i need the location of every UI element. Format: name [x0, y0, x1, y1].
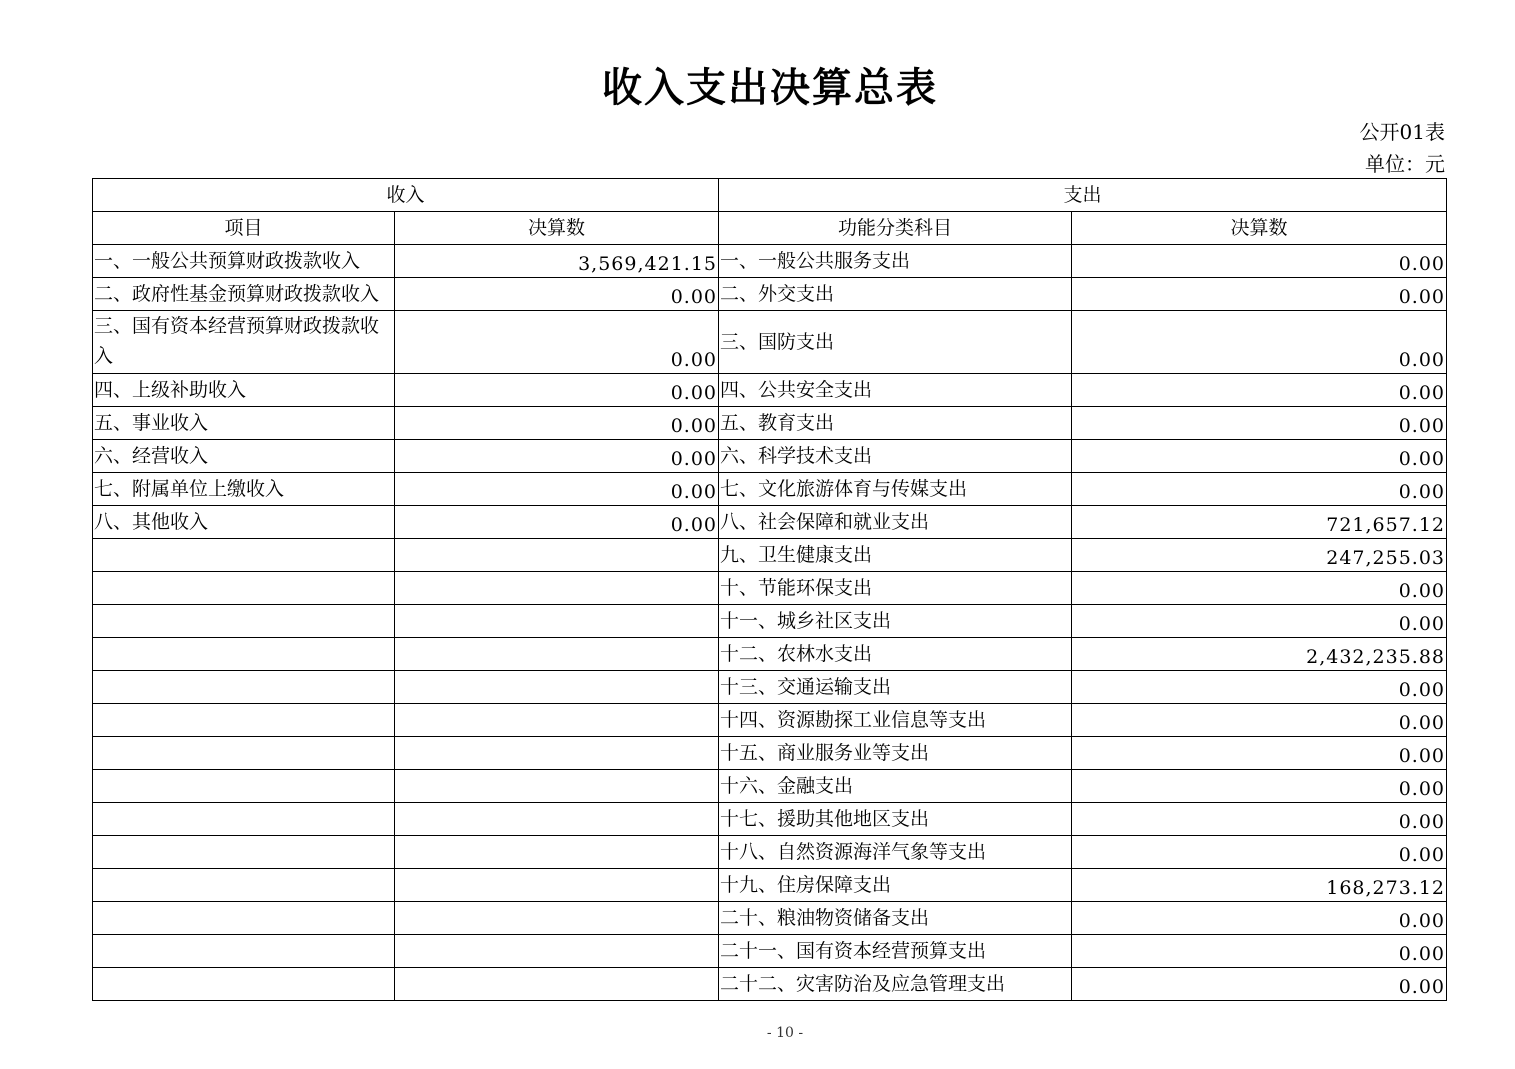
income-amount-cell: [395, 836, 719, 869]
expense-amount-cell: 0.00: [1072, 374, 1447, 407]
income-item-cell: 二、政府性基金预算财政拨款收入: [93, 278, 395, 311]
income-item-cell: [93, 539, 395, 572]
income-item-cell: [93, 671, 395, 704]
income-amount-cell: [395, 902, 719, 935]
expense-amount-cell: 0.00: [1072, 704, 1447, 737]
expense-header: 支出: [719, 179, 1447, 212]
expense-item-cell: 二十一、国有资本经营预算支出: [719, 935, 1072, 968]
income-amount-cell: [395, 770, 719, 803]
income-amount-cell: 0.00: [395, 440, 719, 473]
header-row-group: [93, 179, 1447, 212]
table-row: [93, 473, 1447, 506]
expense-amount-cell: 2,432,235.88: [1072, 638, 1447, 671]
table-row: [93, 374, 1447, 407]
table-row: [93, 671, 1447, 704]
expense-item-cell: 十、节能环保支出: [719, 572, 1072, 605]
expense-amount-cell: 0.00: [1072, 935, 1447, 968]
income-item-cell: [93, 737, 395, 770]
expense-amount-cell: 168,273.12: [1072, 869, 1447, 902]
income-amount-cell: 0.00: [395, 473, 719, 506]
income-item-cell: [93, 605, 395, 638]
income-item-cell: [93, 968, 395, 1001]
income-amount-cell: [395, 572, 719, 605]
expense-amount-cell: 0.00: [1072, 836, 1447, 869]
expense-amount-cell: 0.00: [1072, 902, 1447, 935]
expense-item-cell: 十八、自然资源海洋气象等支出: [719, 836, 1072, 869]
expense-amount-cell: 0.00: [1072, 440, 1447, 473]
income-item-cell: [93, 572, 395, 605]
income-amount-cell: [395, 605, 719, 638]
table-row: [93, 245, 1447, 278]
income-amount-cell: [395, 935, 719, 968]
table-row: [93, 572, 1447, 605]
expense-amount-cell: 0.00: [1072, 770, 1447, 803]
income-item-cell: 六、经营收入: [93, 440, 395, 473]
income-amount-cell: [395, 539, 719, 572]
expense-item-cell: 八、社会保障和就业支出: [719, 506, 1072, 539]
amount2-column-header: 决算数: [1072, 212, 1447, 245]
table-row: [93, 704, 1447, 737]
expense-item-cell: 九、卫生健康支出: [719, 539, 1072, 572]
table-row: [93, 803, 1447, 836]
table-row: [93, 902, 1447, 935]
expense-amount-cell: 0.00: [1072, 572, 1447, 605]
expense-item-cell: 十二、农林水支出: [719, 638, 1072, 671]
table-row: [93, 539, 1447, 572]
table-row: [93, 605, 1447, 638]
page-number: - 10 -: [766, 1025, 804, 1041]
income-amount-cell: 0.00: [395, 407, 719, 440]
income-amount-cell: [395, 737, 719, 770]
income-item-cell: 三、国有资本经营预算财政拨款收入: [93, 311, 395, 374]
table-row: [93, 638, 1447, 671]
income-amount-cell: 0.00: [395, 374, 719, 407]
expense-item-cell: 十七、援助其他地区支出: [719, 803, 1072, 836]
income-amount-cell: [395, 968, 719, 1001]
expense-amount-cell: 0.00: [1072, 473, 1447, 506]
income-item-cell: 八、其他收入: [93, 506, 395, 539]
income-amount-cell: 0.00: [395, 278, 719, 311]
table-row: [93, 407, 1447, 440]
income-item-cell: [93, 704, 395, 737]
table-row: [93, 506, 1447, 539]
expense-item-cell: 二十、粮油物资储备支出: [719, 902, 1072, 935]
income-amount-cell: 0.00: [395, 311, 719, 374]
expense-item-cell: 十四、资源勘探工业信息等支出: [719, 704, 1072, 737]
table-row: [93, 836, 1447, 869]
expense-amount-cell: 0.00: [1072, 671, 1447, 704]
income-header: 收入: [93, 179, 719, 212]
expense-amount-cell: 0.00: [1072, 737, 1447, 770]
income-item-cell: [93, 770, 395, 803]
income-amount-cell: [395, 638, 719, 671]
table-row: [93, 311, 1447, 374]
expense-amount-cell: 0.00: [1072, 968, 1447, 1001]
expense-item-cell: 四、公共安全支出: [719, 374, 1072, 407]
expense-amount-cell: 0.00: [1072, 803, 1447, 836]
unit-label: 单位：元: [1365, 152, 1445, 176]
expense-amount-cell: 0.00: [1072, 278, 1447, 311]
income-amount-cell: 0.00: [395, 506, 719, 539]
budget-table: [92, 178, 1447, 1001]
amount-column-header: 决算数: [395, 212, 719, 245]
income-item-cell: [93, 638, 395, 671]
income-item-cell: 七、附属单位上缴收入: [93, 473, 395, 506]
item-column-header: 项目: [93, 212, 395, 245]
table-row: [93, 440, 1447, 473]
table-row: [93, 968, 1447, 1001]
page-title: 收入支出决算总表: [602, 64, 938, 111]
table-code: 公开01表: [1359, 120, 1445, 144]
income-item-cell: 四、上级补助收入: [93, 374, 395, 407]
func-item-column-header: 功能分类科目: [719, 212, 1072, 245]
income-item-cell: [93, 869, 395, 902]
expense-amount-cell: 0.00: [1072, 311, 1447, 374]
table-row: [93, 869, 1447, 902]
expense-item-cell: 二、外交支出: [719, 278, 1072, 311]
expense-item-cell: 五、教育支出: [719, 407, 1072, 440]
income-amount-cell: [395, 704, 719, 737]
expense-amount-cell: 0.00: [1072, 407, 1447, 440]
table-row: [93, 935, 1447, 968]
table-row: [93, 737, 1447, 770]
income-amount-cell: 3,569,421.15: [395, 245, 719, 278]
table-row: [93, 278, 1447, 311]
expense-amount-cell: 721,657.12: [1072, 506, 1447, 539]
expense-amount-cell: 0.00: [1072, 605, 1447, 638]
expense-item-cell: 一、一般公共服务支出: [719, 245, 1072, 278]
income-item-cell: 五、事业收入: [93, 407, 395, 440]
expense-item-cell: 十一、城乡社区支出: [719, 605, 1072, 638]
expense-item-cell: 十三、交通运输支出: [719, 671, 1072, 704]
expense-item-cell: 三、国防支出: [719, 311, 1072, 374]
expense-item-cell: 二十二、灾害防治及应急管理支出: [719, 968, 1072, 1001]
income-item-cell: [93, 935, 395, 968]
income-amount-cell: [395, 803, 719, 836]
expense-item-cell: 十六、金融支出: [719, 770, 1072, 803]
income-amount-cell: [395, 869, 719, 902]
table-row: [93, 770, 1447, 803]
income-item-cell: [93, 902, 395, 935]
income-item-cell: 一、一般公共预算财政拨款收入: [93, 245, 395, 278]
income-item-cell: [93, 836, 395, 869]
expense-item-cell: 七、文化旅游体育与传媒支出: [719, 473, 1072, 506]
income-amount-cell: [395, 671, 719, 704]
expense-amount-cell: 0.00: [1072, 245, 1447, 278]
expense-amount-cell: 247,255.03: [1072, 539, 1447, 572]
expense-item-cell: 十五、商业服务业等支出: [719, 737, 1072, 770]
income-item-cell: [93, 803, 395, 836]
expense-item-cell: 六、科学技术支出: [719, 440, 1072, 473]
header-row-columns: [93, 212, 1447, 245]
expense-item-cell: 十九、住房保障支出: [719, 869, 1072, 902]
